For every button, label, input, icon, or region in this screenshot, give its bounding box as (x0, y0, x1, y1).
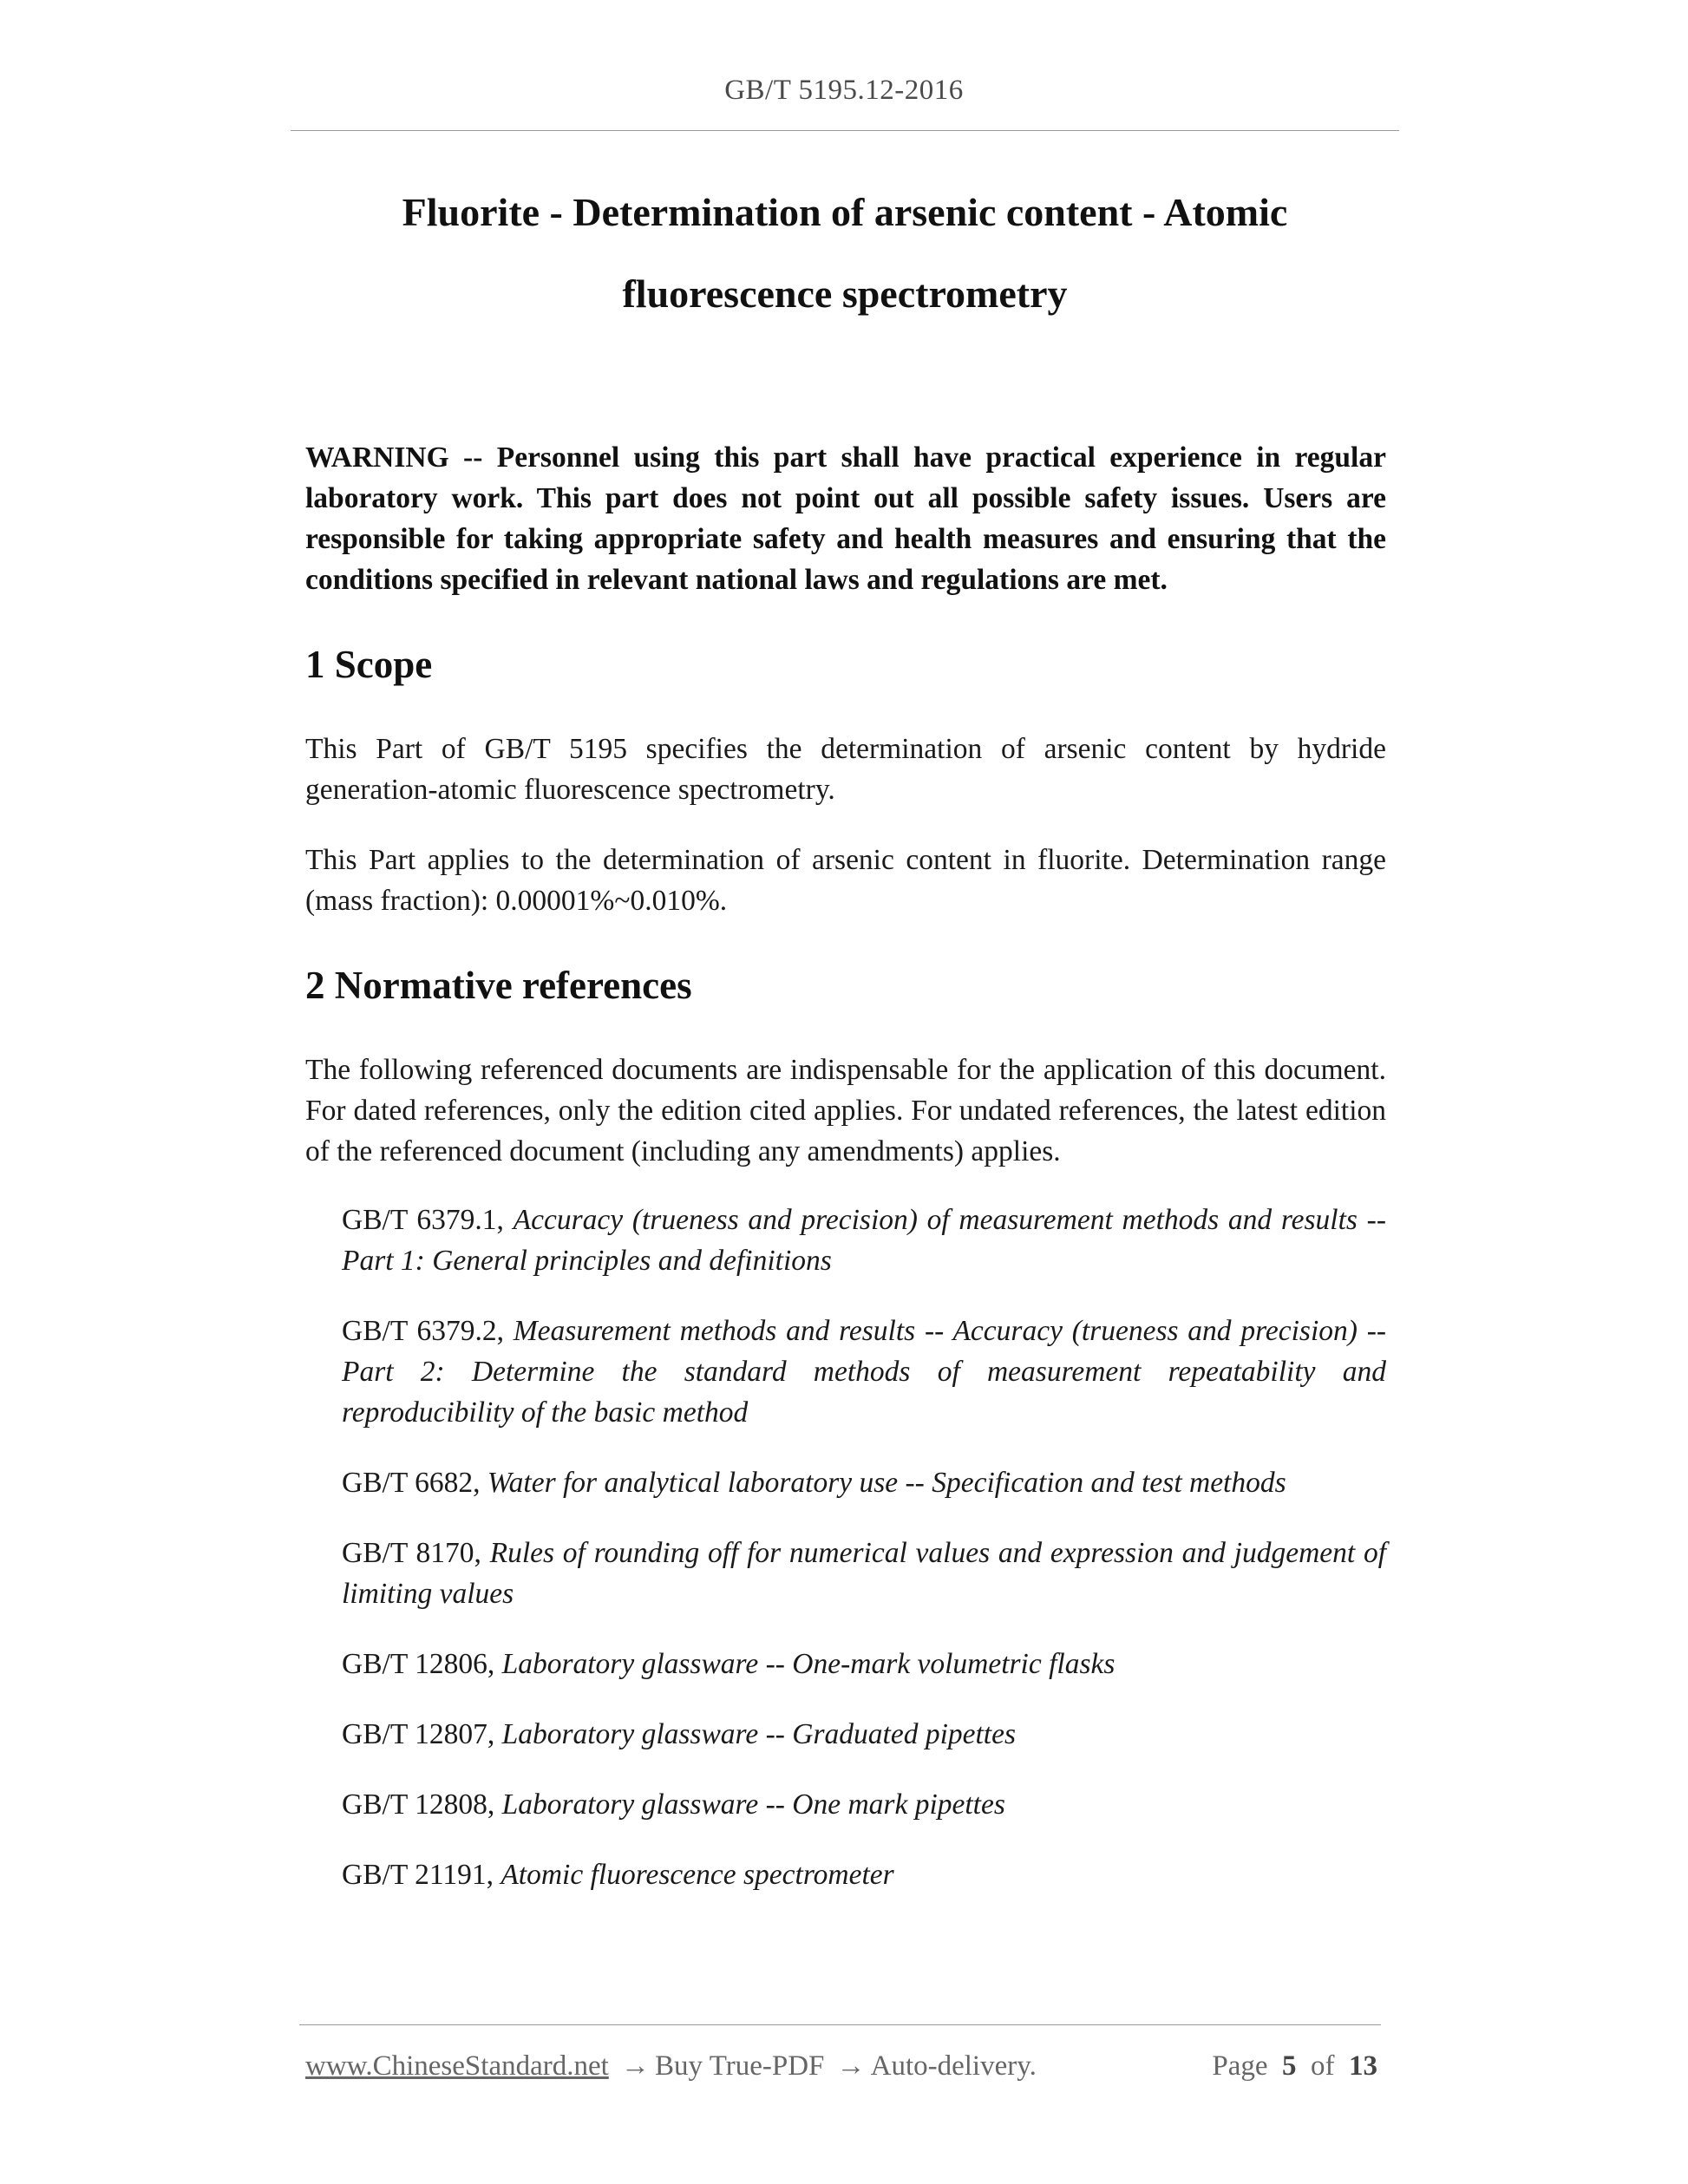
footer-divider (299, 2024, 1381, 2025)
section-heading-normative-references: 2 Normative references (305, 964, 692, 1007)
reference-code: GB/T 6379.2, (342, 1315, 504, 1347)
reference-title: Laboratory glassware -- Graduated pipettes (501, 1718, 1017, 1750)
reference-code: GB/T 12806, (342, 1648, 495, 1680)
page-number: 5 (1282, 2050, 1297, 2082)
reference-item (342, 1644, 1386, 1684)
page-footer (305, 2050, 1377, 2083)
chinesestandard-link[interactable]: www.ChineseStandard.net (305, 2050, 609, 2082)
arrow-right-icon: → (621, 2050, 651, 2082)
reference-item (342, 1784, 1386, 1825)
page-total: 13 (1349, 2050, 1377, 2082)
reference-title: Rules of rounding off for numerical values and expression and judgement of limiting values (342, 1537, 1387, 1610)
title-line-2: fluorescence spectrometry (622, 271, 1068, 316)
reference-item (342, 1533, 1386, 1614)
reference-code: GB/T 6682, (342, 1467, 481, 1499)
reference-item (342, 1311, 1386, 1433)
reference-title: Water for analytical laboratory use -- Specification and test methods (487, 1467, 1286, 1499)
document-body (305, 437, 1386, 1895)
reference-code: GB/T 12807, (342, 1718, 495, 1750)
header-divider (291, 130, 1399, 131)
reference-item (342, 1854, 1386, 1895)
reference-title: Atomic fluorescence spectrometer (501, 1859, 894, 1891)
scope-paragraph-2: This Part applies to the determination of arsenic content in fluorite. Determination range (mass fraction): 0.00001%~0.010%. (305, 844, 1386, 917)
reference-title: Laboratory glassware -- One mark pipettes (501, 1788, 1005, 1821)
auto-delivery-text: Auto-delivery. (870, 2050, 1037, 2082)
reference-code: GB/T 12808, (342, 1788, 495, 1821)
scope-paragraph-1: This Part of GB/T 5195 specifies the determination of arsenic content by hydride generation-atomic fluorescence spectrometry. (305, 733, 1386, 806)
buy-true-pdf-text: Buy True-PDF (655, 2050, 825, 2082)
reference-item (342, 1714, 1386, 1755)
document-code-header: GB/T 5195.12-2016 (724, 75, 964, 106)
reference-title: Laboratory glassware -- One-mark volumetric flasks (501, 1648, 1116, 1680)
arrow-right-icon: → (836, 2050, 866, 2082)
title-line-1: Fluorite - Determination of arsenic content - Atomic (402, 190, 1288, 234)
reference-code: GB/T 21191, (342, 1859, 494, 1891)
reference-title: Measurement methods and results -- Accuracy (trueness and precision) -- Part 2: Determine the standard methods of measurement repeatability and reproducibility of the basic method (342, 1315, 1387, 1429)
page-label: Page (1212, 2050, 1268, 2082)
reference-title: Accuracy (trueness and precision) of measurement methods and results -- Part 1: General principles and definitions (342, 1204, 1386, 1277)
section-heading-scope: 1 Scope (305, 643, 433, 686)
reference-code: GB/T 6379.1, (342, 1204, 504, 1236)
reference-code: GB/T 8170, (342, 1537, 481, 1569)
page-indicator (1212, 2050, 1377, 2083)
normative-intro-paragraph: The following referenced documents are indispensable for the application of this document. For dated references, only the edition cited applies. For undated references, the latest edition of the referenced document (including any amendments) applies. (305, 1054, 1386, 1167)
document-title (291, 172, 1399, 335)
of-label: of (1311, 2050, 1335, 2082)
reference-list (342, 1200, 1386, 1895)
warning-paragraph: WARNING -- Personnel using this part shall have practical experience in regular laboratory work. This part does not point out all possible safety issues. Users are responsible for taking appropriate safety and health measures and ensuring that the conditions specified in relevant national laws and regulations are met. (305, 441, 1386, 596)
reference-item (342, 1462, 1386, 1503)
reference-item (342, 1200, 1386, 1281)
